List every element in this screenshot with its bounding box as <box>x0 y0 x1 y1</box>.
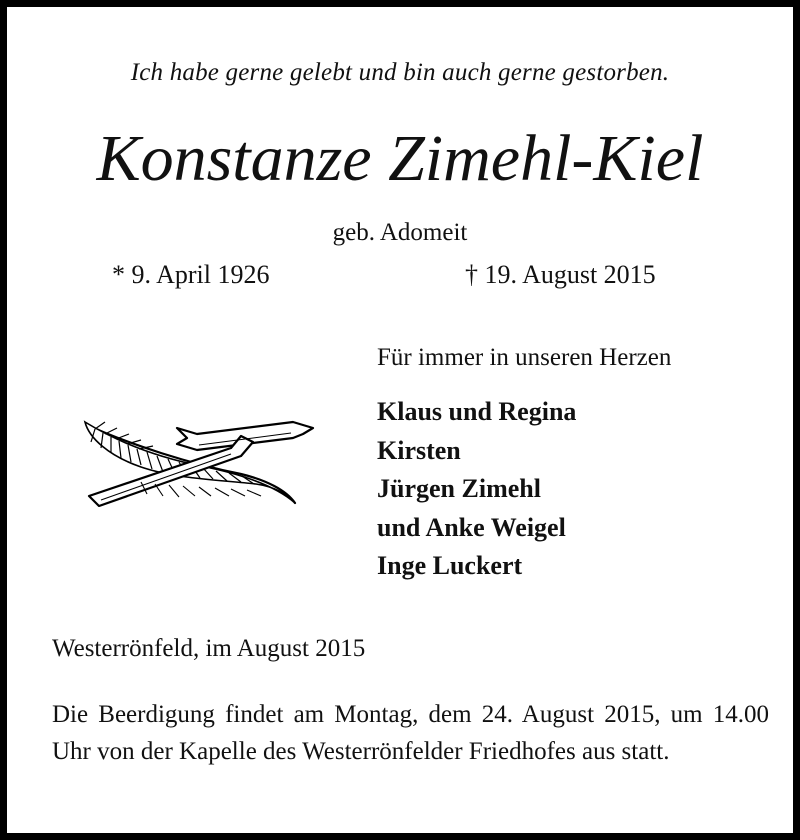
mourner-name: Inge Luckert <box>377 551 523 580</box>
mourner-name: Jürgen Zimehl <box>377 474 541 503</box>
farewell-line: Für immer in unseren Herzen <box>377 344 672 371</box>
mourner-name: und Anke Weigel <box>377 512 566 542</box>
mourner-name: Klaus und Regina <box>377 397 577 426</box>
mourners-list <box>377 393 576 586</box>
deceased-name: Konstanze Zimehl-Kiel <box>96 122 704 195</box>
mourner-name: Kirsten <box>377 435 461 465</box>
motto-quote: Ich habe gerne gelebt und bin auch gerne gestorben. <box>130 59 670 86</box>
maiden-name: geb. Adomeit <box>332 219 468 246</box>
funeral-info: Die Beerdigung findet am Montag, dem 24. August 2015, um 14.00 Uhr von der Kapelle des Westerrönfelder Friedhofes aus statt. <box>52 701 769 765</box>
cross-with-palm-frond-icon <box>81 412 317 507</box>
death-date: † 19. August 2015 <box>465 260 656 289</box>
place-and-date: Westerrönfeld, im August 2015 <box>52 635 366 662</box>
birth-date: * 9. April 1926 <box>112 260 270 289</box>
